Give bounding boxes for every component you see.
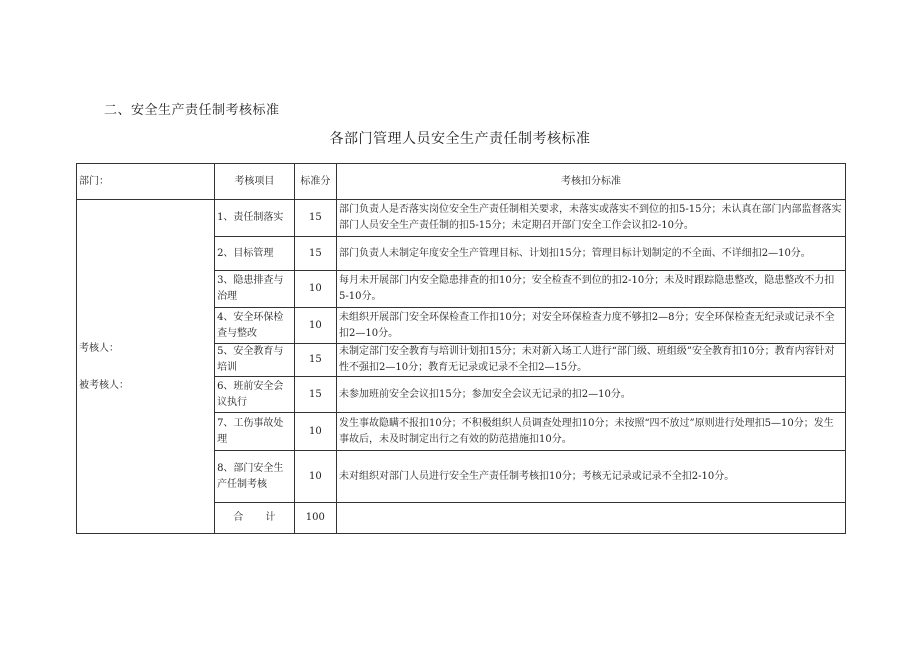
- row-standard: 未组织开展部门安全环保检查工作扣10分；对安全环保检查力度不够扣2—8分；安全环保检查无纪录或记录不全扣2—10分。: [337, 308, 846, 344]
- row-item: 4、安全环保检查与整改: [215, 308, 295, 344]
- row-item: 2、目标管理: [215, 237, 295, 271]
- assessment-table: [76, 163, 846, 534]
- row-score: 10: [294, 413, 336, 451]
- header-standard: 考核扣分标准: [337, 164, 846, 200]
- total-label-a: 合: [233, 512, 244, 523]
- document-title: 各部门管理人员安全生产责任制考核标准: [329, 131, 591, 147]
- total-standard: [337, 503, 846, 534]
- row-standard: 未对组织对部门人员进行安全生产责任制考核扣10分；考核无记录或记录不全扣2-10分。: [337, 451, 846, 503]
- header-score: 标准分: [294, 164, 336, 200]
- header-dept: 部门：: [77, 164, 215, 200]
- row-score: 15: [294, 377, 336, 413]
- total-label-b: 计: [265, 512, 276, 523]
- row-item: 5、安全教育与培训: [215, 344, 295, 377]
- row-score: 10: [294, 271, 336, 308]
- row-score: 15: [294, 344, 336, 377]
- assessor-label: 考核人：: [79, 342, 119, 354]
- header-item: 考核项目: [215, 164, 295, 200]
- section-heading: 二、安全生产责任制考核标准: [104, 103, 280, 118]
- total-label: [215, 503, 295, 534]
- row-standard: 未参加班前安全会议扣15分；参加安全会议无记录的扣2—10分。: [337, 377, 846, 413]
- row-item: 6、班前安全会议执行: [215, 377, 295, 413]
- assessor-cell: [77, 200, 215, 534]
- row-standard: 每月未开展部门内安全隐患排查的扣10分；安全检查不到位的扣2-10分；未及时跟踪隐患整改，隐患整改不力扣5-10分。: [337, 271, 846, 308]
- row-item: 1、责任制落实: [215, 200, 295, 237]
- row-standard: 发生事故隐瞒不报扣10分；不积极组织人员调查处理扣10分；未按照“四不放过”原则进行处理扣5—10分；发生事故后，未及时制定出行之有效的防范措施扣10分。: [337, 413, 846, 451]
- row-standard: 部门负责人未制定年度安全生产管理目标、计划扣15分；管理目标计划制定的不全面、不详细扣2—10分。: [337, 237, 846, 271]
- row-item: 8、部门安全生产任制考核: [215, 451, 295, 503]
- assessee-label: 被考核人：: [79, 379, 129, 391]
- row-score: 10: [294, 308, 336, 344]
- row-item: 3、隐患排查与治理: [215, 271, 295, 308]
- table-header-row: [77, 164, 846, 200]
- total-score: 100: [294, 503, 336, 534]
- row-standard: 未制定部门安全教育与培训计划扣15分；未对新入场工人进行“部门级、班组级”安全教育扣10分；教育内容针对性不强扣2—10分；教育无记录或记录不全扣2—15分。: [337, 344, 846, 377]
- row-score: 15: [294, 200, 336, 237]
- row-standard: 部门负责人是否落实岗位安全生产责任制相关要求，未落实或落实不到位的扣5-15分；未认真在部门内部监督落实部门人员安全生产责任制的扣5-15分；未定期召开部门安全工作会议扣2-10分。: [337, 200, 846, 237]
- row-score: 10: [294, 451, 336, 503]
- row-item: 7、工伤事故处理: [215, 413, 295, 451]
- row-score: 15: [294, 237, 336, 271]
- table-row: [77, 200, 846, 237]
